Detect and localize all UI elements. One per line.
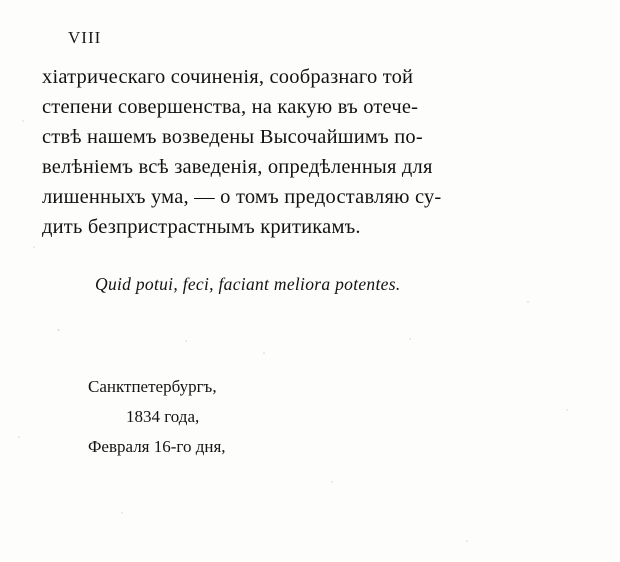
- colophon-place: Санктпетербургъ,: [88, 377, 217, 396]
- paper-speck: [466, 540, 468, 542]
- body-line: дить безпристрастнымъ критикамъ.: [42, 216, 361, 238]
- paper-speck: [263, 352, 265, 354]
- paper-speck: [57, 329, 60, 331]
- paper-speck: [18, 436, 20, 438]
- colophon-year: 1834 года,: [126, 407, 200, 426]
- body-paragraph: [42, 62, 582, 242]
- body-line: лишенныхъ ума, — о томъ предоставляю су-: [42, 186, 442, 208]
- body-line: ствѣ нашемъ возведены Высочайшимъ по-: [42, 126, 423, 148]
- colophon-block: [88, 372, 226, 462]
- paper-speck: [331, 481, 333, 483]
- paper-speck: [121, 512, 123, 514]
- body-line: велѣніемъ всѣ заведенія, опредѣленныя для: [42, 156, 433, 178]
- paper-speck: [409, 338, 411, 340]
- paper-speck: [527, 301, 529, 303]
- paper-speck: [33, 246, 35, 248]
- paper-speck: [566, 409, 568, 411]
- body-line: степени совершенства, на какую въ отече-: [42, 96, 419, 118]
- page-number: VIII: [68, 28, 102, 47]
- paper-speck: [22, 120, 24, 122]
- body-line: хіатрическаго сочиненія, сообразнаго той: [42, 66, 414, 88]
- paper-speck: [185, 340, 187, 342]
- latin-epigraph: Quid potui, feci, faciant meliora potentes.: [95, 274, 401, 294]
- colophon-date: Февраля 16-го дня,: [88, 437, 226, 456]
